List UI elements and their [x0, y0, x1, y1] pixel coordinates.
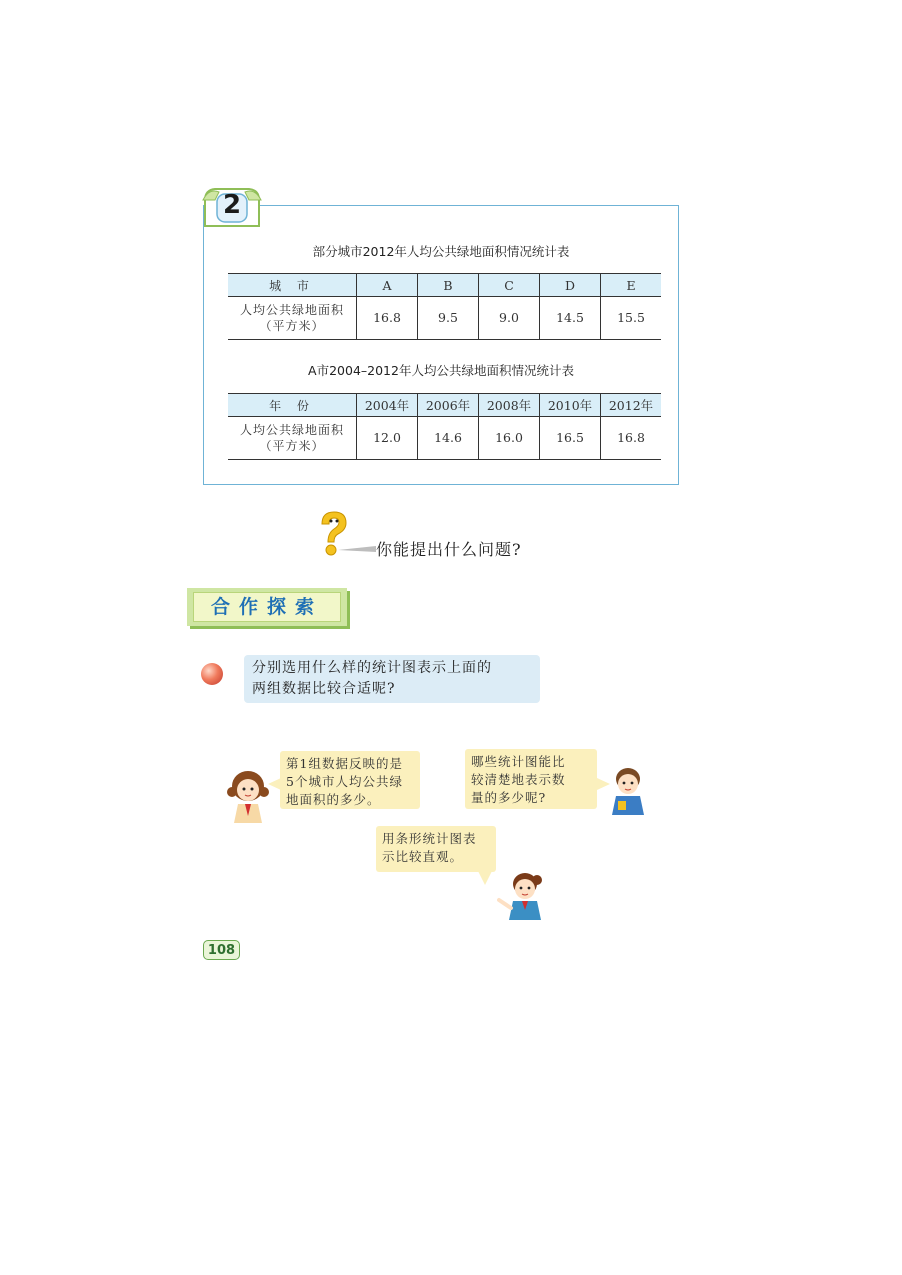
table2-value: 16.8 [601, 417, 662, 460]
question-mark-icon [314, 510, 378, 560]
page-number: 108 [203, 940, 240, 960]
bubble-line: 第1组数据反映的是 [286, 756, 403, 771]
problem-box [203, 205, 679, 485]
problem-number: 2 [222, 190, 242, 220]
table2-title: A市2004–2012年人均公共绿地面积情况统计表 [308, 363, 574, 378]
table2-value: 14.6 [418, 417, 479, 460]
row-label-line1: 人均公共绿地面积 [239, 303, 344, 317]
table1-col: D [540, 274, 601, 297]
table1-value: 15.5 [601, 297, 662, 340]
girl-illustration [226, 768, 274, 823]
bubble-line: 5个城市人均公共绿 [286, 774, 403, 789]
table2-col: 2010年 [540, 394, 601, 417]
table1-value: 16.8 [357, 297, 418, 340]
discussion-line2: 两组数据比较合适呢? [252, 681, 396, 697]
table2-col: 2004年 [357, 394, 418, 417]
bubble-line: 哪些统计图能比 [471, 754, 566, 769]
bubble-line: 量的多少呢? [471, 790, 547, 805]
table2-value: 16.5 [540, 417, 601, 460]
bubble-line: 示比较直观。 [382, 849, 464, 864]
question-prompt: 你能提出什么问题? [376, 540, 522, 559]
table2-col: 2006年 [418, 394, 479, 417]
section-header [187, 588, 347, 626]
table1-value: 9.5 [418, 297, 479, 340]
girl-illustration-2 [497, 870, 547, 920]
table2-row-label [228, 417, 357, 460]
speech-bubble-boy [465, 749, 597, 809]
table2-header-label: 年 份 [228, 394, 357, 417]
table1-value: 14.5 [540, 297, 601, 340]
table1-header-label: 城 市 [228, 274, 357, 297]
bubble-tail [478, 871, 492, 885]
section-title: 合作探索 [193, 592, 341, 622]
table1-value: 9.0 [479, 297, 540, 340]
table1-title: 部分城市2012年人均公共绿地面积情况统计表 [312, 244, 570, 259]
table2-value: 12.0 [357, 417, 418, 460]
table1-row-label [228, 297, 357, 340]
table2 [228, 393, 661, 460]
row-label-line2: （平方米） [259, 439, 325, 453]
speech-bubble-girl2 [376, 826, 496, 872]
bubble-line: 较清楚地表示数 [471, 772, 566, 787]
bubble-line: 地面积的多少。 [286, 792, 381, 807]
problem-number-badge [201, 186, 263, 228]
table2-value: 16.0 [479, 417, 540, 460]
table1-col: A [357, 274, 418, 297]
discussion-question [244, 655, 540, 703]
table1 [228, 273, 661, 340]
bubble-line: 用条形统计图表 [382, 831, 477, 846]
discussion-line1: 分别选用什么样的统计图表示上面的 [252, 660, 492, 676]
table1-col: B [418, 274, 479, 297]
table2-col: 2012年 [601, 394, 662, 417]
speech-bubble-girl1 [280, 751, 420, 809]
boy-illustration [606, 765, 650, 815]
table1-col: C [479, 274, 540, 297]
row-label-line1: 人均公共绿地面积 [239, 423, 344, 437]
row-label-line2: （平方米） [259, 319, 325, 333]
table2-col: 2008年 [479, 394, 540, 417]
bullet-ball-icon [201, 663, 223, 685]
table1-col: E [601, 274, 662, 297]
